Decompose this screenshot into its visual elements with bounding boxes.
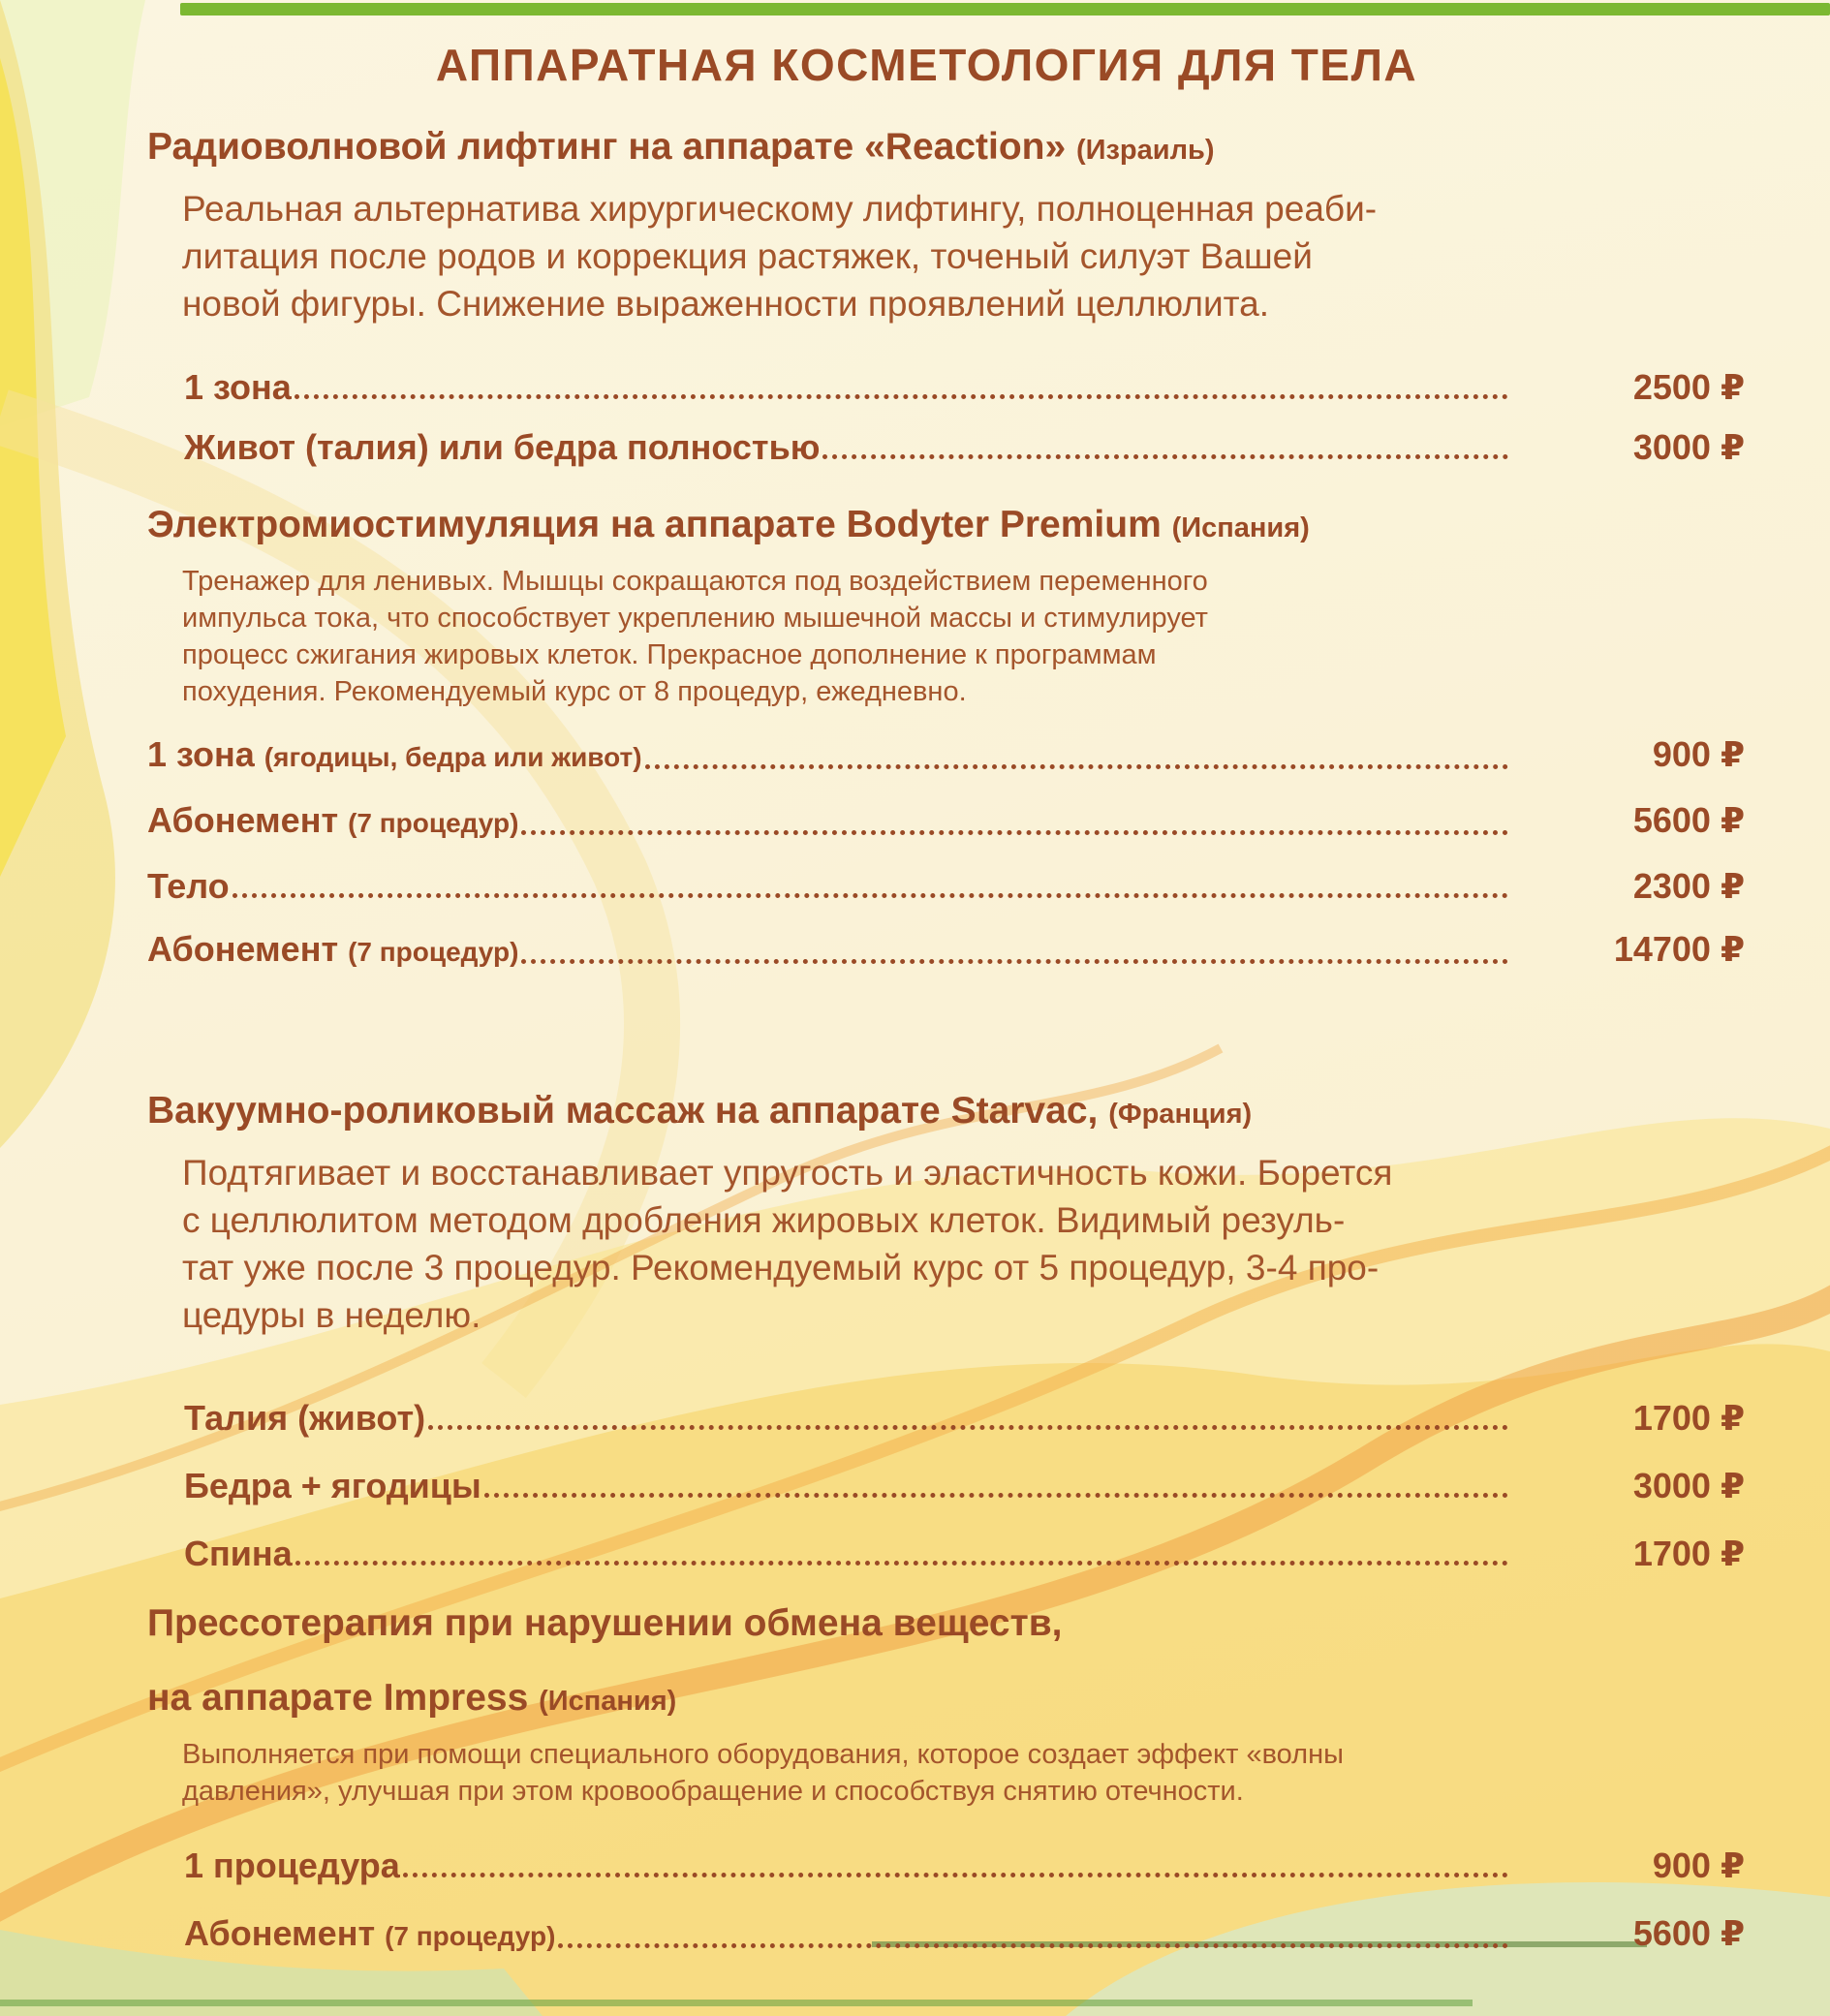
service-title: Радиоволновой лифтинг на аппарате «Reaction» — [147, 126, 1067, 168]
price-value: 900 ₽ — [1652, 1845, 1745, 1885]
dotted-leader — [822, 454, 1508, 459]
description-line: цедуры в неделю. — [182, 1295, 481, 1335]
service-title: Прессотерапия при нарушении обмена веществ, — [147, 1602, 1063, 1644]
section-description — [182, 1736, 1745, 1810]
price-row — [184, 1912, 1745, 1958]
price-value: 2500 ₽ — [1632, 367, 1745, 407]
price-value: 2300 ₽ — [1632, 866, 1745, 906]
price-item-label: 1 зона (ягодицы, бедра или живот) — [147, 734, 642, 774]
price-value: 3000 ₽ — [1632, 427, 1745, 467]
dotted-leader — [484, 1493, 1508, 1498]
price-row — [147, 928, 1745, 974]
description-line: Тренажер для ленивых. Мышцы сокращаются под воздействием переменного — [182, 566, 1208, 597]
origin-label: (Израиль) — [1076, 135, 1215, 166]
price-item-label: Спина — [184, 1534, 293, 1573]
price-row — [184, 1465, 1745, 1507]
section-heading — [147, 502, 1745, 551]
price-row — [147, 865, 1745, 908]
price-item-note: (7 процедур) — [348, 937, 519, 967]
price-value: 1700 ₽ — [1632, 1534, 1745, 1573]
description-line: новой фигуры. Снижение выраженности проявлений целлюлита. — [182, 284, 1270, 324]
description-line: с целлюлитом методом дробления жировых клеток. Видимый резуль- — [182, 1200, 1346, 1240]
section-heading — [147, 1088, 1745, 1137]
price-item-label: Абонемент (7 процедур) — [147, 929, 519, 969]
section-heading-line2 — [147, 1675, 1745, 1724]
price-item-label: Талия (живот) — [184, 1398, 426, 1438]
section-description — [182, 563, 1745, 710]
description-line: литация после родов и коррекция растяжек, точеный силуэт Вашей — [182, 236, 1313, 276]
section-electromyostimulation — [147, 502, 1745, 974]
section-heading — [147, 1600, 1745, 1646]
price-item-note: (7 процедур) — [348, 808, 519, 838]
price-item-label: Живот (талия) или бедра полностью — [184, 427, 821, 467]
price-value: 900 ₽ — [1652, 734, 1745, 774]
dotted-leader — [428, 1425, 1508, 1430]
dotted-leader — [521, 959, 1508, 964]
price-row — [147, 733, 1745, 779]
section-description — [182, 185, 1745, 327]
price-item-label: 1 зона — [184, 367, 292, 407]
section-description — [182, 1149, 1745, 1339]
section-pressotherapy — [147, 1600, 1745, 1958]
dotted-leader — [295, 1561, 1508, 1566]
price-row — [184, 1533, 1745, 1575]
price-rows — [147, 1397, 1745, 1575]
description-line: Реальная альтернатива хирургическому лифтингу, полноценная реаби- — [182, 189, 1378, 229]
section-vacuum-roller-massage — [147, 1088, 1745, 1575]
dotted-leader — [645, 764, 1508, 769]
price-row — [184, 1397, 1745, 1440]
price-item-label: Тело — [147, 866, 230, 906]
description-line: похудения. Рекомендуемый курс от 8 процедур, ежедневно. — [182, 676, 967, 707]
dotted-leader — [558, 1943, 1508, 1948]
description-line: тат уже после 3 процедур. Рекомендуемый курс от 5 процедур, 3-4 про- — [182, 1248, 1380, 1287]
section-radio-wave-lifting — [147, 124, 1745, 469]
description-line: Выполняется при помощи специального оборудования, которое создает эффект «волны — [182, 1739, 1344, 1770]
dotted-leader — [521, 830, 1508, 835]
service-title: Электромиостимуляция на аппарате Bodyter Premium — [147, 504, 1162, 545]
price-row — [184, 366, 1745, 409]
origin-label: (Франция) — [1108, 1099, 1253, 1130]
price-value: 5600 ₽ — [1632, 1913, 1745, 1953]
price-rows — [147, 366, 1745, 469]
dotted-leader — [295, 394, 1508, 399]
origin-label: (Испания) — [539, 1686, 677, 1717]
price-item-label: Абонемент (7 процедур) — [147, 800, 519, 840]
description-line: давления», улучшая при этом кровообращение и способствуя снятию отечности. — [182, 1776, 1244, 1807]
price-row — [184, 426, 1745, 469]
description-line: процесс сжигания жировых клеток. Прекрасное дополнение к программам — [182, 639, 1157, 670]
service-title: на аппарате Impress — [147, 1677, 529, 1719]
price-rows — [147, 733, 1745, 974]
price-item-note: (7 процедур) — [385, 1921, 556, 1951]
service-title: Вакуумно-роликовый массаж на аппарате Starvac, — [147, 1090, 1099, 1132]
page-title: АППАРАТНАЯ КОСМЕТОЛОГИЯ ДЛЯ ТЕЛА — [435, 40, 1418, 90]
top-accent-bar — [180, 3, 1830, 16]
price-value: 14700 ₽ — [1613, 929, 1745, 969]
description-line: импульса тока, что способствует укреплению мышечной массы и стимулирует — [182, 603, 1208, 634]
price-item-label: Бедра + ягодицы — [184, 1466, 481, 1505]
price-value: 3000 ₽ — [1632, 1466, 1745, 1505]
price-item-label: Абонемент (7 процедур) — [184, 1913, 556, 1953]
price-item-note: (ягодицы, бедра или живот) — [264, 742, 642, 772]
price-row — [147, 799, 1745, 845]
price-value: 5600 ₽ — [1632, 800, 1745, 840]
origin-label: (Испания) — [1171, 512, 1310, 543]
price-row — [184, 1845, 1745, 1887]
price-rows — [147, 1845, 1745, 1958]
section-heading — [147, 124, 1745, 173]
price-item-label: 1 процедура — [184, 1845, 400, 1885]
dotted-leader — [233, 893, 1508, 898]
price-value: 1700 ₽ — [1632, 1398, 1745, 1438]
dotted-leader — [403, 1873, 1508, 1877]
description-line: Подтягивает и восстанавливает упругость и эластичность кожи. Борется — [182, 1153, 1393, 1193]
